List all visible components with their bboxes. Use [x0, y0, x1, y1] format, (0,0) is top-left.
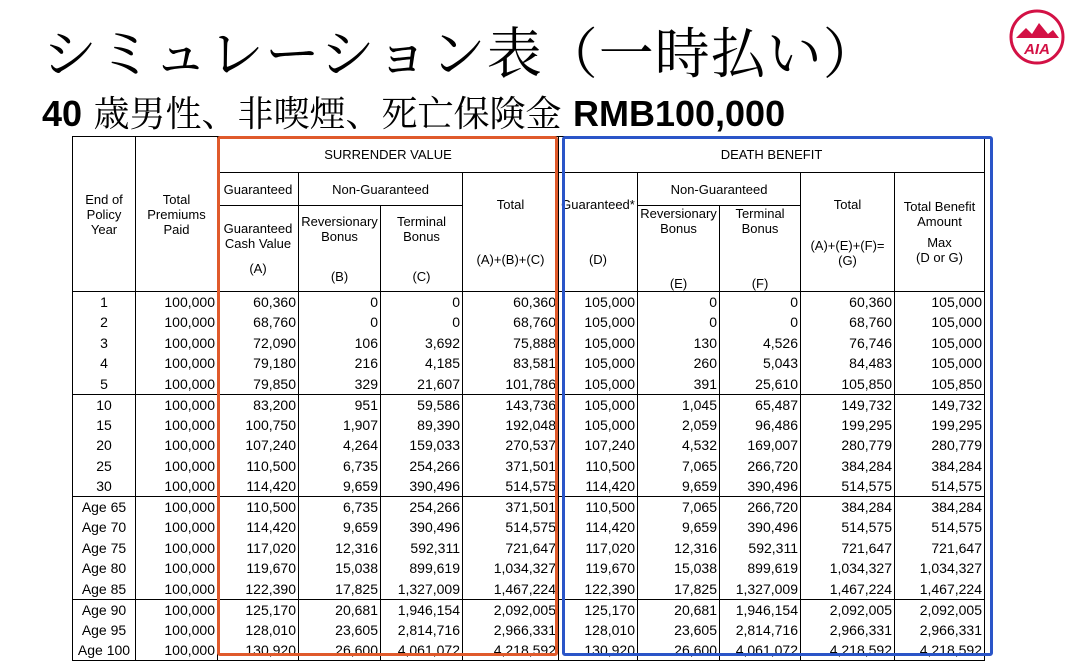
value-cell: 119,670 [559, 558, 638, 579]
value-cell: 105,000 [895, 353, 985, 374]
subtitle-age: 40 [42, 93, 83, 134]
value-cell: 1,946,154 [381, 599, 463, 620]
value-cell: 68,760 [218, 312, 299, 333]
header-db-total-label: Total [833, 196, 862, 212]
value-cell: 384,284 [895, 456, 985, 477]
value-cell: 100,000 [136, 353, 218, 374]
header-total-benefit-amount [895, 173, 985, 292]
value-cell: 105,850 [801, 374, 895, 395]
header-db-guaranteed [559, 173, 638, 292]
value-cell: 100,000 [136, 374, 218, 395]
value-cell: 128,010 [559, 620, 638, 641]
value-cell: 1,467,224 [463, 579, 559, 600]
value-cell: 2,059 [638, 415, 720, 436]
row-label-cell: Age 80 [73, 558, 136, 579]
value-cell: 114,420 [559, 476, 638, 497]
header-code-aef: (A)+(E)+(F)= [810, 237, 885, 253]
value-cell: 899,619 [720, 558, 801, 579]
header-db-terminal-bonus [720, 206, 801, 292]
value-cell: 20,681 [638, 599, 720, 620]
value-cell: 390,496 [381, 476, 463, 497]
table-row [73, 640, 985, 661]
value-cell: 105,000 [559, 374, 638, 395]
value-cell: 105,000 [559, 415, 638, 436]
value-cell: 5,043 [720, 353, 801, 374]
table-row [73, 579, 985, 600]
value-cell: 125,170 [559, 599, 638, 620]
value-cell: 114,420 [218, 517, 299, 538]
value-cell: 514,575 [801, 517, 895, 538]
value-cell: 110,500 [218, 497, 299, 518]
value-cell: 72,090 [218, 333, 299, 354]
header-sv-guaranteed: Guaranteed [218, 173, 299, 206]
row-label-cell: 5 [73, 374, 136, 395]
value-cell: 280,779 [895, 435, 985, 456]
value-cell: 1,327,009 [381, 579, 463, 600]
value-cell: 105,000 [559, 353, 638, 374]
value-cell: 2,814,716 [720, 620, 801, 641]
value-cell: 7,065 [638, 456, 720, 477]
value-cell: 105,000 [559, 312, 638, 333]
value-cell: 100,000 [136, 456, 218, 477]
row-label-cell: Age 70 [73, 517, 136, 538]
header-sv-terminal-bonus [381, 206, 463, 292]
header-guaranteed-cash-value-label: Guaranteed Cash Value [223, 221, 293, 251]
table-row [73, 394, 985, 415]
header-sv-total-label: Total [496, 197, 525, 212]
row-label-cell: 15 [73, 415, 136, 436]
value-cell: 100,000 [136, 599, 218, 620]
value-cell: 270,537 [463, 435, 559, 456]
table-row [73, 435, 985, 456]
value-cell: 899,619 [381, 558, 463, 579]
row-label-cell: Age 95 [73, 620, 136, 641]
value-cell: 2,092,005 [895, 599, 985, 620]
table-row [73, 517, 985, 538]
value-cell: 2,966,331 [801, 620, 895, 641]
header-db-guaranteed-label: Guaranteed* [561, 197, 635, 212]
value-cell: 384,284 [895, 497, 985, 518]
value-cell: 2,092,005 [801, 599, 895, 620]
value-cell: 12,316 [299, 538, 381, 559]
table-row [73, 312, 985, 333]
header-code-a: (A) [249, 261, 267, 276]
table-row [73, 415, 985, 436]
header-death-benefit: DEATH BENEFIT [559, 137, 985, 173]
value-cell: 60,360 [463, 292, 559, 313]
value-cell: 76,746 [801, 333, 895, 354]
value-cell: 390,496 [720, 517, 801, 538]
value-cell: 192,048 [463, 415, 559, 436]
value-cell: 100,750 [218, 415, 299, 436]
value-cell: 1,034,327 [895, 558, 985, 579]
value-cell: 59,586 [381, 394, 463, 415]
subtitle-text: 歳男性、非喫煙、死亡保険金 [93, 94, 562, 135]
value-cell: 26,600 [638, 640, 720, 661]
value-cell: 2,092,005 [463, 599, 559, 620]
header-code-dg: (D or G) [916, 250, 963, 265]
value-cell: 105,000 [559, 292, 638, 313]
value-cell: 1,467,224 [895, 579, 985, 600]
row-label-cell: 20 [73, 435, 136, 456]
value-cell: 0 [299, 312, 381, 333]
value-cell: 60,360 [801, 292, 895, 313]
header-code-f: (F) [751, 276, 769, 291]
value-cell: 4,218,592 [895, 640, 985, 661]
value-cell: 4,264 [299, 435, 381, 456]
value-cell: 89,390 [381, 415, 463, 436]
header-code-b: (B) [330, 268, 349, 284]
value-cell: 110,500 [218, 456, 299, 477]
header-sv-reversionary-bonus-label: Reversionary Bonus [301, 213, 378, 244]
header-code-abc: (A)+(B)+(C) [476, 252, 545, 267]
value-cell: 2,966,331 [895, 620, 985, 641]
value-cell: 514,575 [895, 517, 985, 538]
value-cell: 1,327,009 [720, 579, 801, 600]
value-cell: 130 [638, 333, 720, 354]
value-cell: 17,825 [299, 579, 381, 600]
value-cell: 128,010 [218, 620, 299, 641]
value-cell: 4,061,072 [381, 640, 463, 661]
value-cell: 6,735 [299, 497, 381, 518]
value-cell: 12,316 [638, 538, 720, 559]
table-row [73, 497, 985, 518]
value-cell: 117,020 [218, 538, 299, 559]
value-cell: 514,575 [463, 476, 559, 497]
table-row [73, 374, 985, 395]
value-cell: 199,295 [895, 415, 985, 436]
value-cell: 1,946,154 [720, 599, 801, 620]
value-cell: 101,786 [463, 374, 559, 395]
header-db-reversionary-bonus [638, 206, 720, 292]
value-cell: 83,581 [463, 353, 559, 374]
header-code-c: (C) [412, 268, 431, 284]
value-cell: 9,659 [299, 517, 381, 538]
value-cell: 114,420 [218, 476, 299, 497]
value-cell: 122,390 [218, 579, 299, 600]
value-cell: 23,605 [638, 620, 720, 641]
header-code-d: (D) [588, 252, 608, 267]
value-cell: 105,000 [895, 333, 985, 354]
value-cell: 592,311 [720, 538, 801, 559]
value-cell: 96,486 [720, 415, 801, 436]
value-cell: 110,500 [559, 497, 638, 518]
header-code-e: (E) [669, 276, 688, 291]
value-cell: 68,760 [463, 312, 559, 333]
value-cell: 1,045 [638, 394, 720, 415]
value-cell: 100,000 [136, 579, 218, 600]
value-cell: 9,659 [299, 476, 381, 497]
row-label-cell: Age 90 [73, 599, 136, 620]
value-cell: 105,000 [895, 312, 985, 333]
value-cell: 130,920 [218, 640, 299, 661]
value-cell: 100,000 [136, 476, 218, 497]
value-cell: 390,496 [720, 476, 801, 497]
header-sv-reversionary-bonus [299, 206, 381, 292]
value-cell: 110,500 [559, 456, 638, 477]
value-cell: 105,000 [895, 292, 985, 313]
value-cell: 119,670 [218, 558, 299, 579]
value-cell: 4,218,592 [463, 640, 559, 661]
value-cell: 17,825 [638, 579, 720, 600]
value-cell: 105,850 [895, 374, 985, 395]
row-label-cell: 3 [73, 333, 136, 354]
value-cell: 254,266 [381, 497, 463, 518]
header-db-non-guaranteed: Non-Guaranteed [638, 173, 801, 206]
value-cell: 105,000 [559, 394, 638, 415]
value-cell: 100,000 [136, 312, 218, 333]
header-db-terminal-bonus-label: Terminal Bonus [735, 206, 785, 236]
value-cell: 75,888 [463, 333, 559, 354]
aia-logo-text: AIA [1024, 41, 1050, 58]
value-cell: 143,736 [463, 394, 559, 415]
value-cell: 114,420 [559, 517, 638, 538]
value-cell: 514,575 [895, 476, 985, 497]
value-cell: 384,284 [801, 456, 895, 477]
value-cell: 79,180 [218, 353, 299, 374]
value-cell: 100,000 [136, 394, 218, 415]
row-label-cell: 4 [73, 353, 136, 374]
value-cell: 26,600 [299, 640, 381, 661]
value-cell: 0 [299, 292, 381, 313]
value-cell: 3,692 [381, 333, 463, 354]
header-guaranteed-cash-value [218, 206, 299, 292]
value-cell: 100,000 [136, 333, 218, 354]
table-row [73, 353, 985, 374]
value-cell: 721,647 [463, 538, 559, 559]
header-surrender-value: SURRENDER VALUE [218, 137, 559, 173]
value-cell: 21,607 [381, 374, 463, 395]
value-cell: 79,850 [218, 374, 299, 395]
value-cell: 2,966,331 [463, 620, 559, 641]
value-cell: 15,038 [638, 558, 720, 579]
header-db-reversionary-bonus-label: Reversionary Bonus [640, 206, 717, 236]
row-label-cell: 25 [73, 456, 136, 477]
row-label-cell: Age 75 [73, 538, 136, 559]
value-cell: 122,390 [559, 579, 638, 600]
value-cell: 951 [299, 394, 381, 415]
value-cell: 100,000 [136, 517, 218, 538]
value-cell: 6,735 [299, 456, 381, 477]
value-cell: 107,240 [218, 435, 299, 456]
row-label-cell: 2 [73, 312, 136, 333]
value-cell: 106 [299, 333, 381, 354]
value-cell: 65,487 [720, 394, 801, 415]
value-cell: 280,779 [801, 435, 895, 456]
value-cell: 2,814,716 [381, 620, 463, 641]
value-cell: 25,610 [720, 374, 801, 395]
value-cell: 371,501 [463, 497, 559, 518]
value-cell: 68,760 [801, 312, 895, 333]
row-label-cell: 10 [73, 394, 136, 415]
value-cell: 260 [638, 353, 720, 374]
value-cell: 0 [638, 312, 720, 333]
header-code-g: (G) [838, 252, 857, 268]
value-cell: 100,000 [136, 640, 218, 661]
value-cell: 0 [381, 312, 463, 333]
table-row [73, 620, 985, 641]
value-cell: 117,020 [559, 538, 638, 559]
table-row [73, 292, 985, 313]
value-cell: 1,467,224 [801, 579, 895, 600]
value-cell: 9,659 [638, 517, 720, 538]
value-cell: 254,266 [381, 456, 463, 477]
value-cell: 216 [299, 353, 381, 374]
subtitle-amount: RMB100,000 [572, 93, 786, 134]
value-cell: 83,200 [218, 394, 299, 415]
header-max: Max [927, 235, 952, 250]
value-cell: 9,659 [638, 476, 720, 497]
table-row [73, 476, 985, 497]
table-row [73, 558, 985, 579]
value-cell: 149,732 [895, 394, 985, 415]
table-row [73, 333, 985, 354]
row-label-cell: Age 85 [73, 579, 136, 600]
row-label-cell: Age 100 [73, 640, 136, 661]
simulation-table [72, 136, 985, 661]
value-cell: 1,034,327 [801, 558, 895, 579]
value-cell: 105,000 [559, 333, 638, 354]
table-row [73, 538, 985, 559]
value-cell: 169,007 [720, 435, 801, 456]
value-cell: 4,526 [720, 333, 801, 354]
value-cell: 0 [638, 292, 720, 313]
value-cell: 1,907 [299, 415, 381, 436]
value-cell: 100,000 [136, 415, 218, 436]
value-cell: 1,034,327 [463, 558, 559, 579]
header-end-of-policy-year: End of Policy Year [73, 137, 136, 292]
table-row [73, 456, 985, 477]
value-cell: 100,000 [136, 620, 218, 641]
value-cell: 4,532 [638, 435, 720, 456]
value-cell: 100,000 [136, 538, 218, 559]
header-total-benefit-amount-label: Total Benefit Amount [903, 199, 976, 229]
value-cell: 4,185 [381, 353, 463, 374]
aia-logo [1008, 8, 1066, 66]
header-sv-terminal-bonus-label: Terminal Bonus [396, 213, 447, 244]
value-cell: 107,240 [559, 435, 638, 456]
header-sv-non-guaranteed: Non-Guaranteed [299, 173, 463, 206]
value-cell: 592,311 [381, 538, 463, 559]
value-cell: 371,501 [463, 456, 559, 477]
value-cell: 100,000 [136, 497, 218, 518]
value-cell: 721,647 [801, 538, 895, 559]
value-cell: 159,033 [381, 435, 463, 456]
value-cell: 514,575 [463, 517, 559, 538]
value-cell: 100,000 [136, 435, 218, 456]
value-cell: 391 [638, 374, 720, 395]
value-cell: 0 [720, 292, 801, 313]
value-cell: 100,000 [136, 292, 218, 313]
value-cell: 390,496 [381, 517, 463, 538]
value-cell: 266,720 [720, 497, 801, 518]
value-cell: 199,295 [801, 415, 895, 436]
value-cell: 0 [381, 292, 463, 313]
row-label-cell: Age 65 [73, 497, 136, 518]
value-cell: 84,483 [801, 353, 895, 374]
value-cell: 721,647 [895, 538, 985, 559]
page-subtitle [42, 92, 785, 137]
table-body [73, 292, 985, 661]
value-cell: 514,575 [801, 476, 895, 497]
value-cell: 4,218,592 [801, 640, 895, 661]
value-cell: 149,732 [801, 394, 895, 415]
value-cell: 60,360 [218, 292, 299, 313]
page-title: シミュレーション表（一時払い） [42, 22, 879, 86]
value-cell: 384,284 [801, 497, 895, 518]
value-cell: 266,720 [720, 456, 801, 477]
value-cell: 125,170 [218, 599, 299, 620]
header-total-premiums-paid: Total Premiums Paid [136, 137, 218, 292]
value-cell: 23,605 [299, 620, 381, 641]
value-cell: 329 [299, 374, 381, 395]
row-label-cell: 30 [73, 476, 136, 497]
header-db-total [801, 173, 895, 292]
value-cell: 0 [720, 312, 801, 333]
header-sv-total [463, 173, 559, 292]
table-row [73, 599, 985, 620]
value-cell: 20,681 [299, 599, 381, 620]
value-cell: 100,000 [136, 558, 218, 579]
value-cell: 7,065 [638, 497, 720, 518]
value-cell: 4,061,072 [720, 640, 801, 661]
value-cell: 130,920 [559, 640, 638, 661]
row-label-cell: 1 [73, 292, 136, 313]
value-cell: 15,038 [299, 558, 381, 579]
